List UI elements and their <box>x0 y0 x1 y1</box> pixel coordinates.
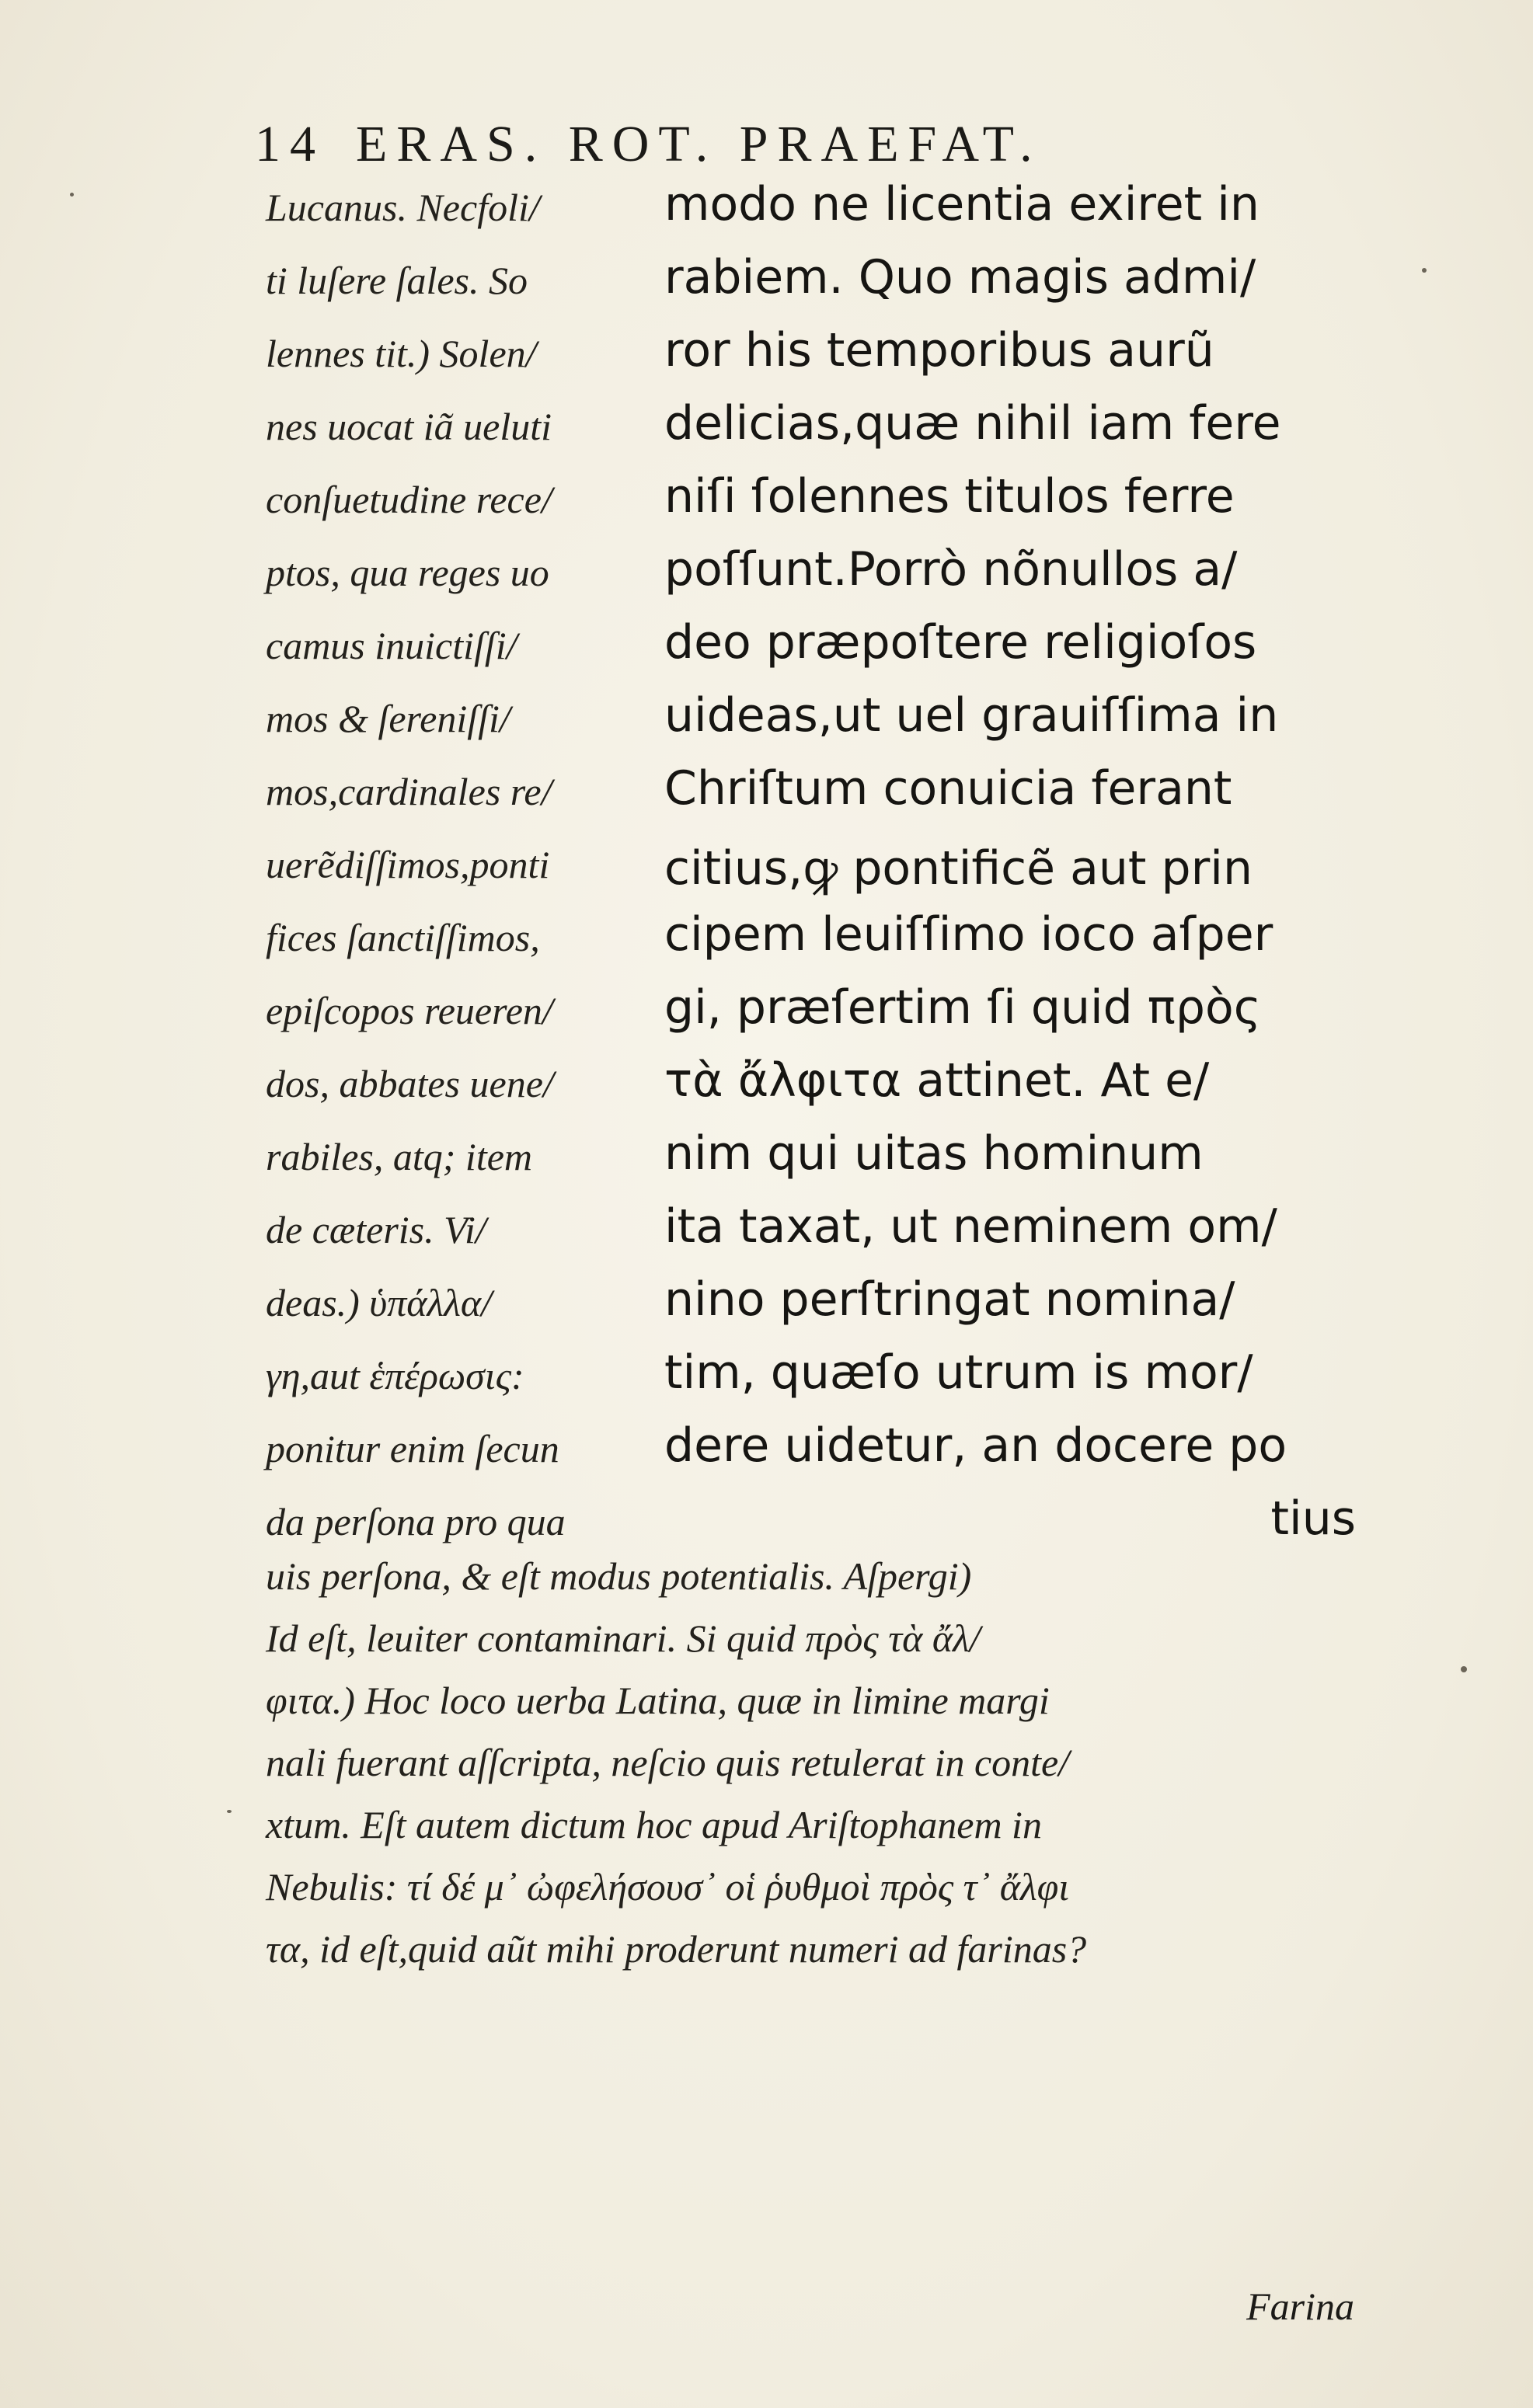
page-number: 14 <box>255 116 325 172</box>
main-text: nino perſtringat nomina/ <box>664 1272 1235 1327</box>
main-text: poſſunt.Porrò nõnullos a/ <box>664 542 1238 597</box>
running-title: ERAS. ROT. PRAEFAT. <box>356 116 1042 172</box>
main-text: τὰ ἄλφιτα attinet. At e/ <box>664 1053 1210 1108</box>
text-line <box>0 1345 1533 1417</box>
text-line <box>0 250 1533 322</box>
text-line <box>0 980 1533 1052</box>
text-line <box>0 1272 1533 1344</box>
margin-gloss: γη,aut ἑπέρωσις: <box>266 1354 524 1397</box>
text-line <box>0 177 1533 249</box>
text-line <box>0 1126 1533 1198</box>
margin-gloss: epiſcopos reueren/ <box>266 989 553 1032</box>
note-line: xtum. Eſt autem dictum hoc apud Ariſtophanem in <box>266 1803 1042 1846</box>
text-line <box>0 615 1533 687</box>
main-text: dere uidetur, an docere po <box>664 1418 1287 1473</box>
margin-gloss: fices ſanctiſſimos, <box>266 916 540 959</box>
main-text: modo ne licentia exiret in <box>664 177 1259 231</box>
main-text: rabiem. Quo magis admi/ <box>664 250 1256 304</box>
note-line: Id eſt, leuiter contaminari. Si quid πρὸς τὰ ἄλ/ <box>266 1616 981 1660</box>
note-line: φιτα.) Hoc loco uerba Latina, quæ in limine margi <box>266 1679 1050 1722</box>
running-header <box>255 115 1042 174</box>
main-text: ror his temporibus aurũ <box>664 323 1214 378</box>
margin-gloss: dos, abbates uene/ <box>266 1062 554 1105</box>
main-text: citius,ꝙ pontificẽ aut prin <box>664 841 1253 896</box>
main-text: niſi ſolennes titulos ferre <box>664 469 1235 524</box>
ink-speck <box>70 193 74 197</box>
text-line <box>0 323 1533 395</box>
text-line <box>0 396 1533 468</box>
margin-gloss: ponitur enim ſecun <box>266 1427 559 1470</box>
text-line <box>0 761 1533 833</box>
main-text: gi, præſertim ſi quid πρὸς <box>664 980 1261 1035</box>
main-text: ita taxat, ut neminem om/ <box>664 1199 1277 1254</box>
text-line <box>0 1418 1533 1490</box>
text-line <box>0 1053 1533 1125</box>
margin-gloss: uerẽdiſſimos,ponti <box>266 843 550 886</box>
text-line <box>0 469 1533 541</box>
margin-gloss: mos,cardinales re/ <box>266 770 552 813</box>
main-text: delicias,quæ nihil iam fere <box>664 396 1281 451</box>
main-text: deo præpoſtere religioſos <box>664 615 1257 670</box>
ink-speck <box>227 1810 232 1813</box>
margin-gloss: Lucanus. Necfoli/ <box>266 186 540 229</box>
main-text: uideas,ut uel grauiſſima in <box>664 688 1279 743</box>
catchword: Farina <box>1246 2284 1354 2328</box>
main-text: tim, quæſo utrum is mor/ <box>664 1345 1253 1400</box>
margin-gloss: mos & ſereniſſi/ <box>266 697 510 740</box>
margin-gloss: conſuetudine rece/ <box>266 478 552 521</box>
text-line <box>0 1491 1533 1563</box>
margin-gloss: de cæteris. Vi/ <box>266 1208 486 1251</box>
main-text: tius <box>1270 1491 1356 1546</box>
text-line <box>0 688 1533 760</box>
ink-speck <box>1461 1666 1467 1672</box>
note-line: Nebulis: τί δέ μ᾽ ὠφελήσουσ᾽ οἱ ῥυθμοὶ πρὸς τ᾽ ἄλφι <box>266 1865 1070 1909</box>
main-text: cipem leuiſſimo ioco aſper <box>664 907 1273 962</box>
margin-gloss: ptos, qua reges uo <box>266 551 549 594</box>
text-line <box>0 542 1533 614</box>
note-line: nali fuerant aſſcripta, neſcio quis retulerat in conte/ <box>266 1741 1070 1784</box>
note-line: τα, id eſt,quid aũt mihi proderunt numeri ad farinas? <box>266 1927 1087 1971</box>
margin-gloss: ti luſere ſales. So <box>266 259 528 302</box>
text-line <box>0 907 1533 979</box>
text-line <box>0 834 1533 906</box>
note-line: uis perſona, & eſt modus potentialis. Aſpergi) <box>266 1554 972 1598</box>
main-text: Chriſtum conuicia ferant <box>664 761 1232 816</box>
text-line <box>0 1199 1533 1271</box>
margin-gloss: rabiles, atq; item <box>266 1135 533 1178</box>
margin-gloss: camus inuictiſſi/ <box>266 624 517 667</box>
main-text: nim qui uitas hominum <box>664 1126 1204 1181</box>
margin-gloss: nes uocat iã ueluti <box>266 405 552 448</box>
margin-gloss: lennes tit.) Solen/ <box>266 332 537 375</box>
margin-gloss: da perſona pro qua <box>266 1500 566 1543</box>
ink-speck <box>1422 268 1427 273</box>
margin-gloss: deas.) ὑπάλλα/ <box>266 1281 492 1324</box>
